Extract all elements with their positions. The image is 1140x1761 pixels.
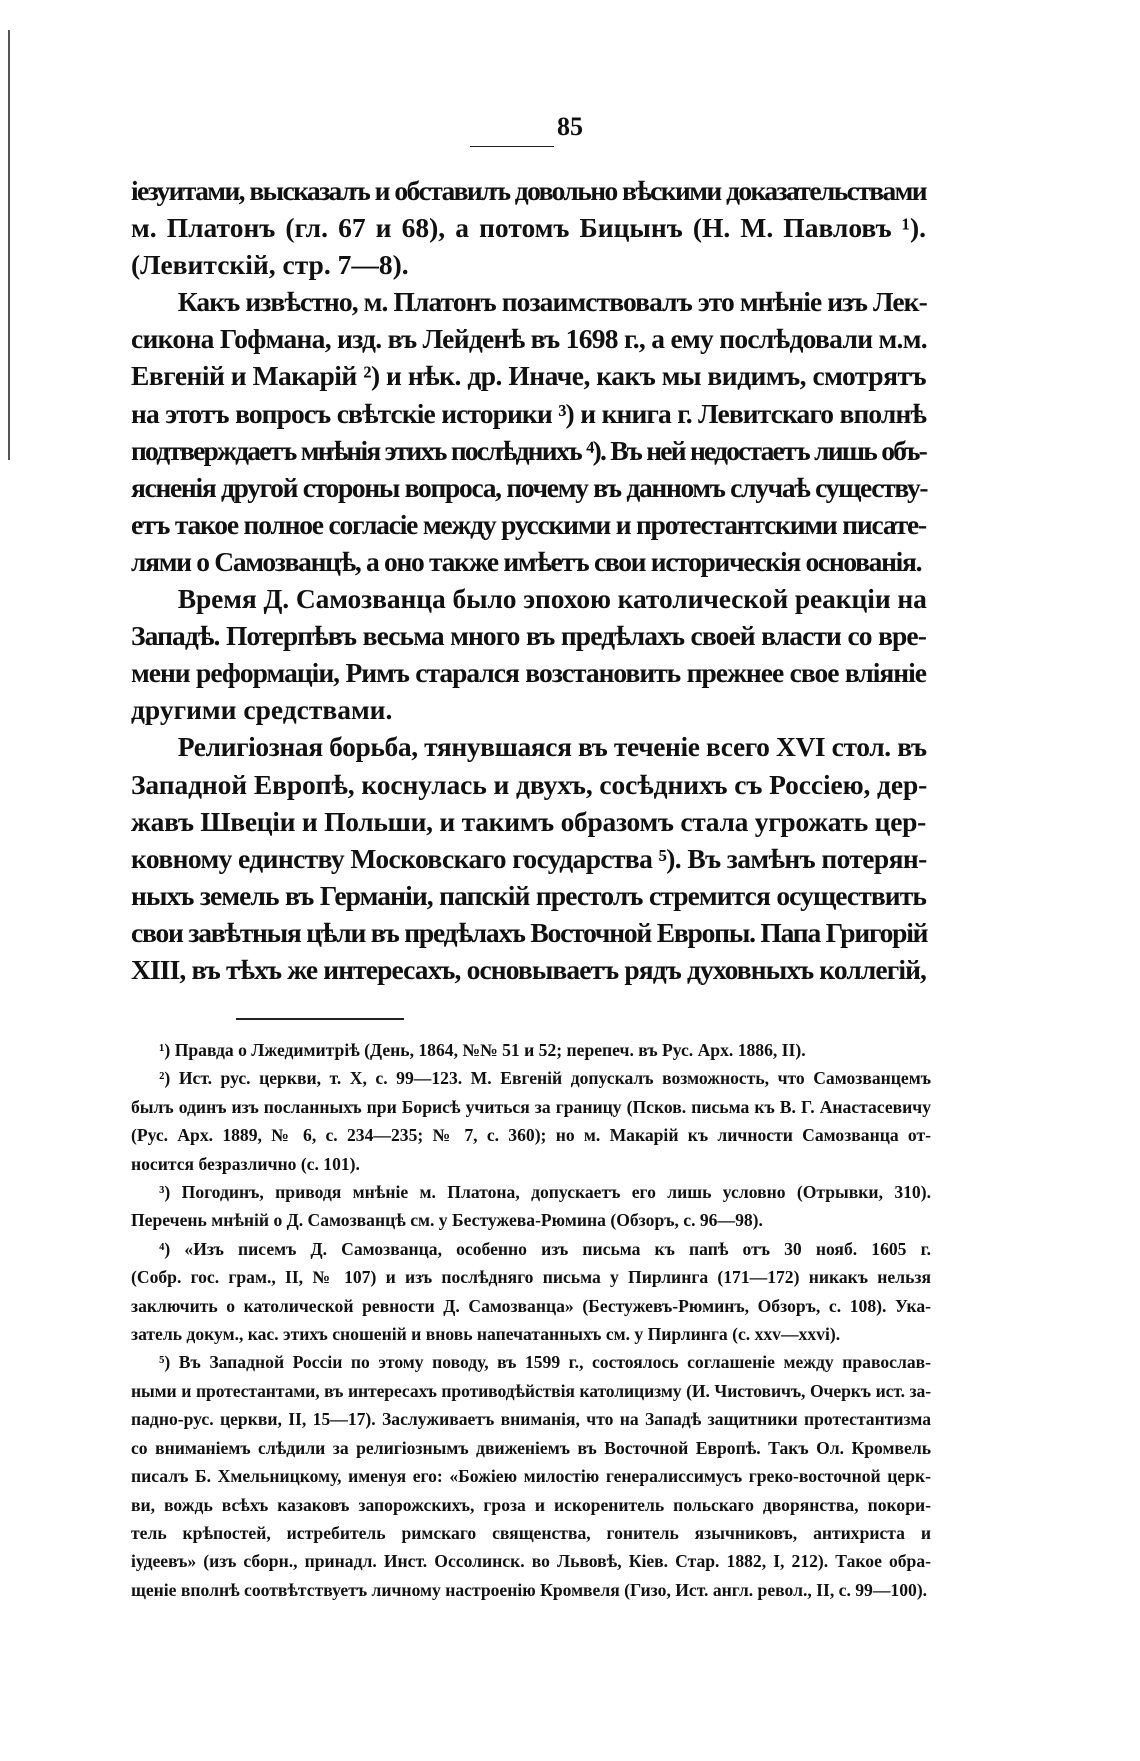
page-number-rule (470, 146, 554, 147)
text-line: жавъ Швеціи и Польши, и такимъ образомъ стала угрожать цер- (131, 805, 926, 837)
page-number: 85 (557, 112, 583, 141)
text-line: Западѣ. Потерпѣвъ весьма много въ предѣлахъ своей власти со вре- (131, 620, 926, 652)
footnote-line: падно-рус. церкви, II, 15—17). Заслуживаетъ вниманія, что на Западѣ защитники протестантизма (131, 1409, 931, 1430)
text-line: Какъ извѣстно, м. Платонъ позаимствовалъ это мнѣніе изъ Лек- (177, 286, 927, 318)
text-line: етъ такое полное согласіе между русскими и протестантскими писате- (131, 508, 926, 540)
text-line: свои завѣтныя цѣли въ предѣлахъ Восточной Европы. Папа Григорій (131, 916, 928, 948)
footnote-line: затель докум., кас. этихъ сношеній и вновь напечатанныхъ см. у Пирлинга (с. xxv—xxvi). (131, 1324, 841, 1345)
footnote-line: заключить о католической ревности Д. Самозванца» (Бестужевъ-Рюминъ, Обзоръ, с. 108). Ука- (131, 1295, 931, 1316)
footnote-line: Перечень мнѣній о Д. Самозванцѣ см. у Бестужева-Рюмина (Обзоръ, с. 96—98). (131, 1210, 763, 1231)
text-line: (Левитскій, стр. 7—8). (131, 249, 409, 281)
footnote-line: носится безразлично (с. 101). (131, 1153, 360, 1174)
text-line: ковному единству Московскаго государства ⁵). Въ замѣнъ потерян- (131, 842, 927, 874)
text-line: ясненія другой стороны вопроса, почему въ данномъ случаѣ существу- (131, 471, 928, 503)
text-line: лями о Самозванцѣ, а оно также имѣетъ свои историческія основанія. (131, 545, 922, 577)
footnote-line: ⁵) Въ Западной Россіи по этому поводу, въ 1599 г., состоялось соглашеніе между православ- (159, 1352, 931, 1373)
text-line: другими средствами. (131, 694, 393, 726)
footnote-line: ными и протестантами, въ интересахъ противодѣйствія католицизму (И. Чистовичъ, Очеркъ ист. за- (131, 1380, 931, 1401)
scan-edge-line (8, 30, 10, 460)
footnote-line: щеніе вполнѣ соотвѣтствуетъ личному настроенію Кромвеля (Гизо, Ист. англ. револ., II, с. 99—100). (131, 1579, 928, 1600)
text-line: мени реформаціи, Римъ старался возстановить прежнее свое вліяніе (131, 657, 926, 689)
footnote-line: ³) Погодинъ, приводя мнѣніе м. Платона, допускаетъ его лишь условно (Отрывки, 310). (159, 1182, 931, 1203)
text-line: іезуитами, высказалъ и обставилъ довольно вѣскими доказательствами (131, 175, 926, 206)
footnotes (131, 1036, 931, 1604)
text-line: подтверждаетъ мнѣнія этихъ послѣднихъ ⁴). Въ ней недостаетъ лишь объ- (131, 434, 926, 466)
footnote-line: писалъ Б. Хмельницкому, именуя его: «Божіею милостію генералиссимусъ греко-восточной церк- (131, 1466, 931, 1487)
footnote-separator (236, 1018, 404, 1020)
footnote-line: ⁴) «Изъ писемъ Д. Самозванца, особенно изъ письма къ папѣ отъ 30 нояб. 1605 г. (159, 1238, 931, 1259)
text-line: Евгеній и Макарій ²) и нѣк. др. Иначе, какъ мы видимъ, смотрятъ (131, 360, 926, 392)
text-line: сикона Гофмана, изд. въ Лейденѣ въ 1698 г., а ему послѣдовали м.м. (131, 323, 927, 355)
text-line: Религіозная борьба, тянувшаяся въ теченіе всего XVI стол. въ (177, 731, 927, 763)
text-line: ныхъ земель въ Германіи, папскій престолъ стремится осуществить (131, 879, 926, 911)
text-line: на этотъ вопросъ свѣтскіе историки ³) и книга г. Левитскаго вполнѣ (131, 397, 926, 429)
text-line: Время Д. Самозванца было эпохою католической реакціи на (177, 583, 927, 615)
footnote-line: (Собр. гос. грам., II, № 107) и изъ послѣдняго письма у Пирлинга (171—172) никакъ нельзя (131, 1267, 931, 1288)
footnote-line: со вниманіемъ слѣдили за религіознымъ движеніемъ въ Восточной Европѣ. Такъ Ол. Кромвель (131, 1437, 931, 1458)
footnote-line: ¹) Правда о Лжедимитріѣ (День, 1864, №№ 51 и 52; перепеч. въ Рус. Арх. 1886, II). (159, 1040, 806, 1060)
text-line: XIII, въ тѣхъ же интересахъ, основываетъ рядъ духовныхъ коллегій, (131, 953, 926, 985)
footnote-line: (Рус. Арх. 1889, № 6, с. 234—235; № 7, с. 360); но м. Макарій къ личности Самозванца от- (131, 1125, 931, 1146)
main-text (131, 172, 926, 988)
footnote-line: тель крѣпостей, истребитель римскаго священства, гонитель язычниковъ, антихриста и (131, 1522, 931, 1543)
footnote-line: іудеевъ» (изъ сборн., принадл. Инст. Оссолинск. во Львовѣ, Кіев. Стар. 1882, I, 212). Такое обра- (131, 1551, 931, 1572)
text-line: Западной Европѣ, коснулась и двухъ, сосѣднихъ съ Россіею, дер- (131, 768, 928, 800)
footnote-line: былъ одинъ изъ посланныхъ при Борисѣ учиться за границу (Псков. письма къ В. Г. Анастасевичу (131, 1096, 931, 1117)
footnote-line: ²) Ист. рус. церкви, т. X, с. 99—123. М. Евгеній допускалъ возможность, что Самозванцемъ (159, 1068, 931, 1089)
footnote-line: ви, вождь всѣхъ казаковъ запорожскихъ, гроза и искоренитель польскаго дворянства, покори- (131, 1494, 931, 1515)
text-line: м. Платонъ (гл. 67 и 68), а потомъ Бицынъ (Н. М. Павловъ ¹). (131, 212, 926, 244)
